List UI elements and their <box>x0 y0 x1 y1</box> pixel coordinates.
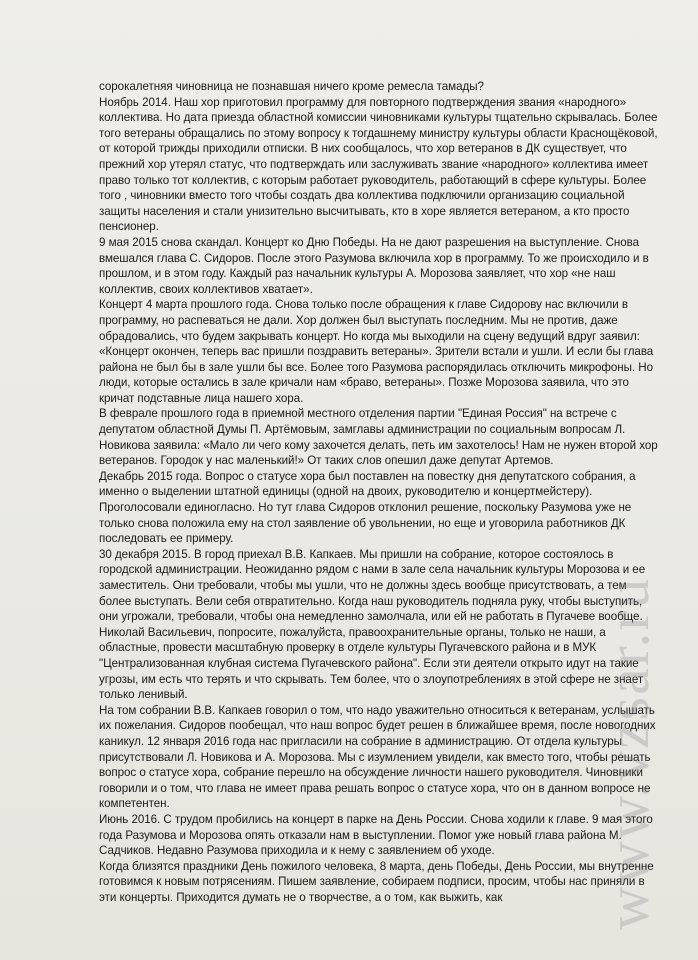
paragraph-8: Николай Васильевич, попросите, пожалуйста, правоохранительные органы, только не наши, а областные, провести масштабную проверку в отделе культуры Пугачевского района и в МУК "Централизованная клубная система Пугачевского района". Если эти деятели открыто идут на такие угрозы, им есть что терять и что скрывать. Тем более, что о злоупотреблениях в этой сфере не знает только ленивый. <box>99 625 644 702</box>
paragraph-7: 30 декабря 2015. В город приехал В.В. Капкаев. Мы пришли на собрание, которое состоялось в городской администрации. Неожиданно рядом с нами в зале села начальник культуры Морозова и ее заместитель. Они требовали, чтобы мы ушли, что не должны здесь вообще присутствовать, а тем более выступать. Вели себя отвратительно. Когда наш руководитель подняла руку, чтобы выступить, они угрожали, требовали, чтобы она немедленно замолчала, или ей не работать в Пугачеве вообще. <box>99 547 646 624</box>
paragraph-3: 9 мая 2015 снова скандал. Концерт ко Дню Победы. На не дают разрешения на выступление. Снова вмешался глава С. Сидоров. После этого Разумова включила хор в программу. То же происходило и в прошлом, и в этом году. Каждый раз начальник культуры А. Морозова заявляет, что хор «не наш коллектив, своих коллективов хватает». <box>99 235 649 296</box>
paragraph-4: Концерт 4 марта прошлого года. Снова только после обращения к главе Сидорову нас включили в программу, но распеваться не дали. Хор должен был выступать последним. Мы не против, даже обрадовались, что будем закрывать концерт. Но когда мы выходили на сцену ведущий вдруг заявил: «Концерт окончен, теперь вас пришли поздравить ветераны». Зрители встали и ушли. И если бы глава района не был бы в зале ушли бы все. Более того Разумова распорядилась отключить микрофоны. Но люди, которые остались в зале кричали нам «браво, ветераны». Позже Морозова заявила, что это кричат подставные лица нашего хора. <box>99 298 654 405</box>
paragraph-9: На том собрании В.В. Капкаев говорил о том, что надо уважительно относиться к ветеранам, услышать их пожелания. Сидоров пообещал, что наш вопрос будет решен в ближайшее время, после новогодних каникул. 12 января 2016 года нас пригласили на собрание в администрацию. От отдела культуры присутствовали Л. Новикова и А. Морозова. Мы с изумлением увидели, как вместо того, чтобы решать вопрос о статусе хора, собрание перешло на обсуждение личности нашего руководителя. Чиновники говорили и о том, что глава не имеет права решать вопрос о статусе хора, что он в данном вопросе не компетентен. <box>99 703 656 811</box>
watermark: www.vzsar.ru <box>595 576 661 930</box>
paragraph-11: Когда близятся праздники День пожилого человека, 8 марта, день Победы, День России, мы внутренне готовимся к новым потрясениям. Пишем заявление, собираем подписи, просим, чтобы нас приняли в эти концерты. Приходится думать не о творчестве, а о том, как выжить, как <box>99 859 654 904</box>
paragraph-6: Декабрь 2015 года. Вопрос о статусе хора был поставлен на повестку дня депутатского собрания, а именно о выделении штатной единицы (одной на двоих, руководителю и концертмейстеру). Проголосовали единогласно. Но тут глава Сидоров отклонил решение, поскольку Разумова уже не только снова положила ему на стол заявление об увольнении, но еще и уговорила работников ДК последовать ее примеру. <box>99 469 636 546</box>
paragraph-1: сорокалетняя чиновница не познавшая ничего кроме ремесла тамады? <box>99 80 484 93</box>
paragraph-5: В феврале прошлого года в приемной местного отделения партии "Единая Россия" на встрече с депутатом областной Думы П. Артёмовым, замглавы администрации по социальным вопросам Л. Новикова заявила: «Мало ли чего кому захочется делать, петь им захотелось! Нам не нужен второй хор ветеранов. Городок у нас маленький!» От таких слов опешил даже депутат Артемов. <box>99 407 658 468</box>
paragraph-2: Ноябрь 2014. Наш хор приготовил программу для повторного подтверждения звания «народного» коллектива. Но дата приезда областной комиссии чиновниками культуры тщательно скрывалась. Более того ветераны обращались по этому вопросу к тогдашнему министру культуры области Краснощёковой, от которой трижды приходили отписки. В них сообщалось, что хор ветеранов в ДК существует, что прежний хор утерял статус, что подтверждать или заслуживать звание «народного» коллектива имеет право только тот коллектив, с которым работает руководитель, работающий в сфере культуры. Более того , чиновники вместо того чтобы создать два коллектива подключили организацию социальной защиты населения и стали унизительно высчитывать, кто в хоре является ветераном, а кто просто пенсионер. <box>99 95 658 234</box>
document-text <box>99 79 659 905</box>
paragraph-10: Июнь 2016. С трудом пробились на концерт в парке на День России. Снова ходили к главе. 9 мая этого года Разумова и Морозова опять отказали нам в выступлении. Помог уже новый глава района М. Садчиков. Недавно Разумова приходила и к нему с заявлением об уходе. <box>99 812 653 858</box>
